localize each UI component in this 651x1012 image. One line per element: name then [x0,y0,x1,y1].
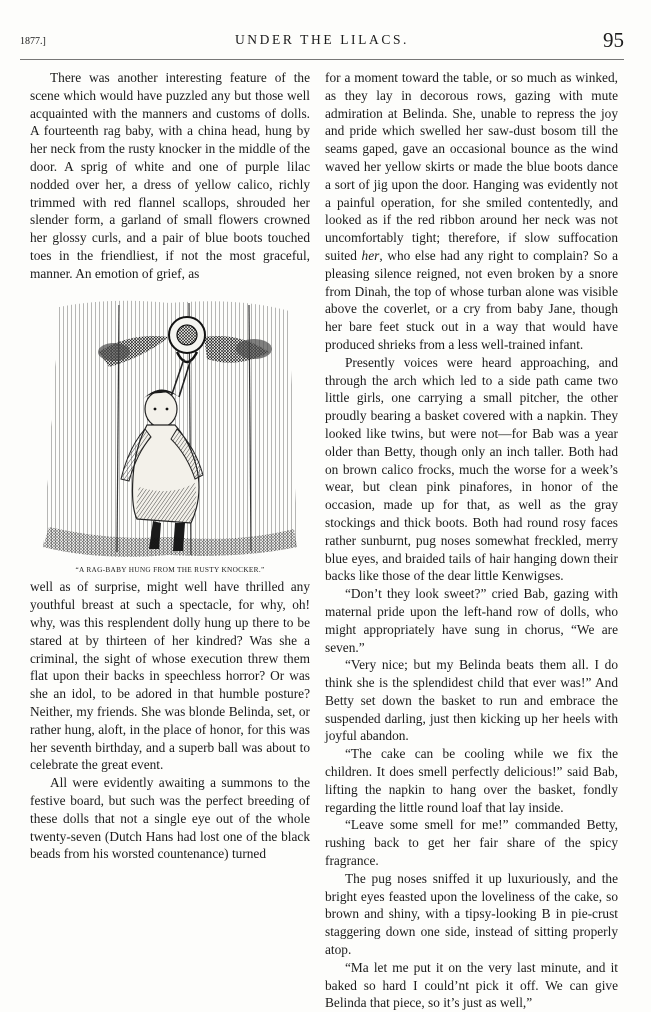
illustration-figure [30,297,310,579]
left-paragraph-2: well as of surprise, might well have thrilled any youthful breast at such a spectacle, for why, oh! why, was this resplendent dolly hung up there to be stared at by thirteen of her kindred? Was she a criminal, the sight of whose execution threw them flat upon their backs in speechless horror? Or was she an idol, to be adored in that humble posture? Neither, my friends. She was blonde Belinda, set, or rather hung, aloft, in the place of honor, for this was her seventh birthday, and a superb ball was about to celebrate the great event. [30,579,310,773]
left-paragraph-1: There was another interesting feature of the scene which would have puzzled any but those well acquainted with the manners and customs of dolls. A fourteenth rag baby, with a china head, hung by her neck from the rusty knocker in the middle of the door. A sprig of white and one of purple lilac nodded over her, a dress of yellow calico, richly trimmed with red flannel scallops, shrouded her slender form, a garland of small flowers crowned her glossy curls, and a pair of blue boots touched toes in the friendliest, if not the most graceful, manner. An emotion of grief, as [30,70,310,281]
figure-caption: “A RAG-BABY HUNG FROM THE RUSTY KNOCKER.” [75,564,265,574]
rag-baby-engraving [39,297,301,561]
right-paragraph-5: “The cake can be cooling while we fix the children. It does smell perfectly delicious!” said Bab, lifting the napkin to hang over the basket, fondly regarding the little round loaf that lay inside. [325,746,618,815]
header-rule [20,59,624,60]
right-paragraph-1-start: for a moment toward the table, or so much as winked, as they lay in decorous rows, gazing with mute admiration at Belinda. She, unable to repress the joy and pride which swelled her saw-dust bosom till the seams gaped, gave an occasional bounce as the wind waved her yellow skirts or made the blue boots dance a sort of jig upon the door. Hanging was evidently not a painful operation, for she smiled contentedly, and looked as if the red ribbon around her neck was not uncomfortably tight; therefore, if slow suffocation suited [325,70,618,263]
right-paragraph-6: “Leave some smell for me!” commanded Betty, rushing back to get her fair share of the spicy fragrance. [325,817,618,869]
left-column [30,69,310,863]
right-paragraph-1 [325,69,618,354]
page-number: 95 [603,28,624,52]
left-paragraph-3: All were evidently awaiting a summons to the festive board, but such was the perfect breeding of these dolls that not a single eye out of the whole twenty-seven (Dutch Hans had lost one of the black beads from his worsted countenance) turned [30,775,310,862]
right-paragraph-3: “Don’t they look sweet?” cried Bab, gazing with maternal pride upon the left-hand row of dolls, who might appropriately have sung in chorus, “We are seven.” [325,586,618,655]
header-title: UNDER THE LILACS. [234,32,410,47]
right-paragraph-2: Presently voices were heard approaching, and through the arch which led to a side path came two little girls, one carrying a small pitcher, the other proudly bearing a basket covered with a napkin. They looked like twins, but were not—for Bab was a year older than Betty, though only an inch taller. Both had on brown calico frocks, much the worse for a week’s wear, but clean pink pinafores, in honor of the occasion, made up for that, as well as the gray stockings and thick boots. Both had round rosy faces rather sunburnt, pug noses somewhat freckled, merry blue eyes, and braided tails of hair hanging down their backs like those of the dear little Kenwigses. [325,354,618,584]
right-paragraph-4: “Very nice; but my Belinda beats them all. I do think she is the splendidest child that ever was!” And Betty set down the basket to run and embrace the suspended darling, just then kicking up her heels with joyful abandon. [325,657,618,744]
header-year: 1877.] [20,36,46,47]
right-paragraph-1-end: , who else had any right to complain? So a pleasing silence reigned, not even broken by a snore from Dinah, the top of whose turban alone was visible above the coverlet, or a cry from baby Jane, though her bare feet stuck out in a way that would have produced shrieks from a less well-trained infant. [325,247,618,352]
emphasis-her: her [361,247,380,263]
right-paragraph-8: “Ma let me put it on the very last minute, and it baked so hard I could’nt pick it off. We can give Belinda that piece, so it’s just as well,” [325,959,618,1011]
running-header [20,30,624,54]
right-paragraph-7: The pug noses sniffed it up luxuriously, and the bright eyes feasted upon the loveliness of the cake, so brown and shiny, with a tipsy-looking B in pie-crust staggering down one side, instead of sitting properly atop. [325,870,618,958]
right-column [325,69,618,1012]
